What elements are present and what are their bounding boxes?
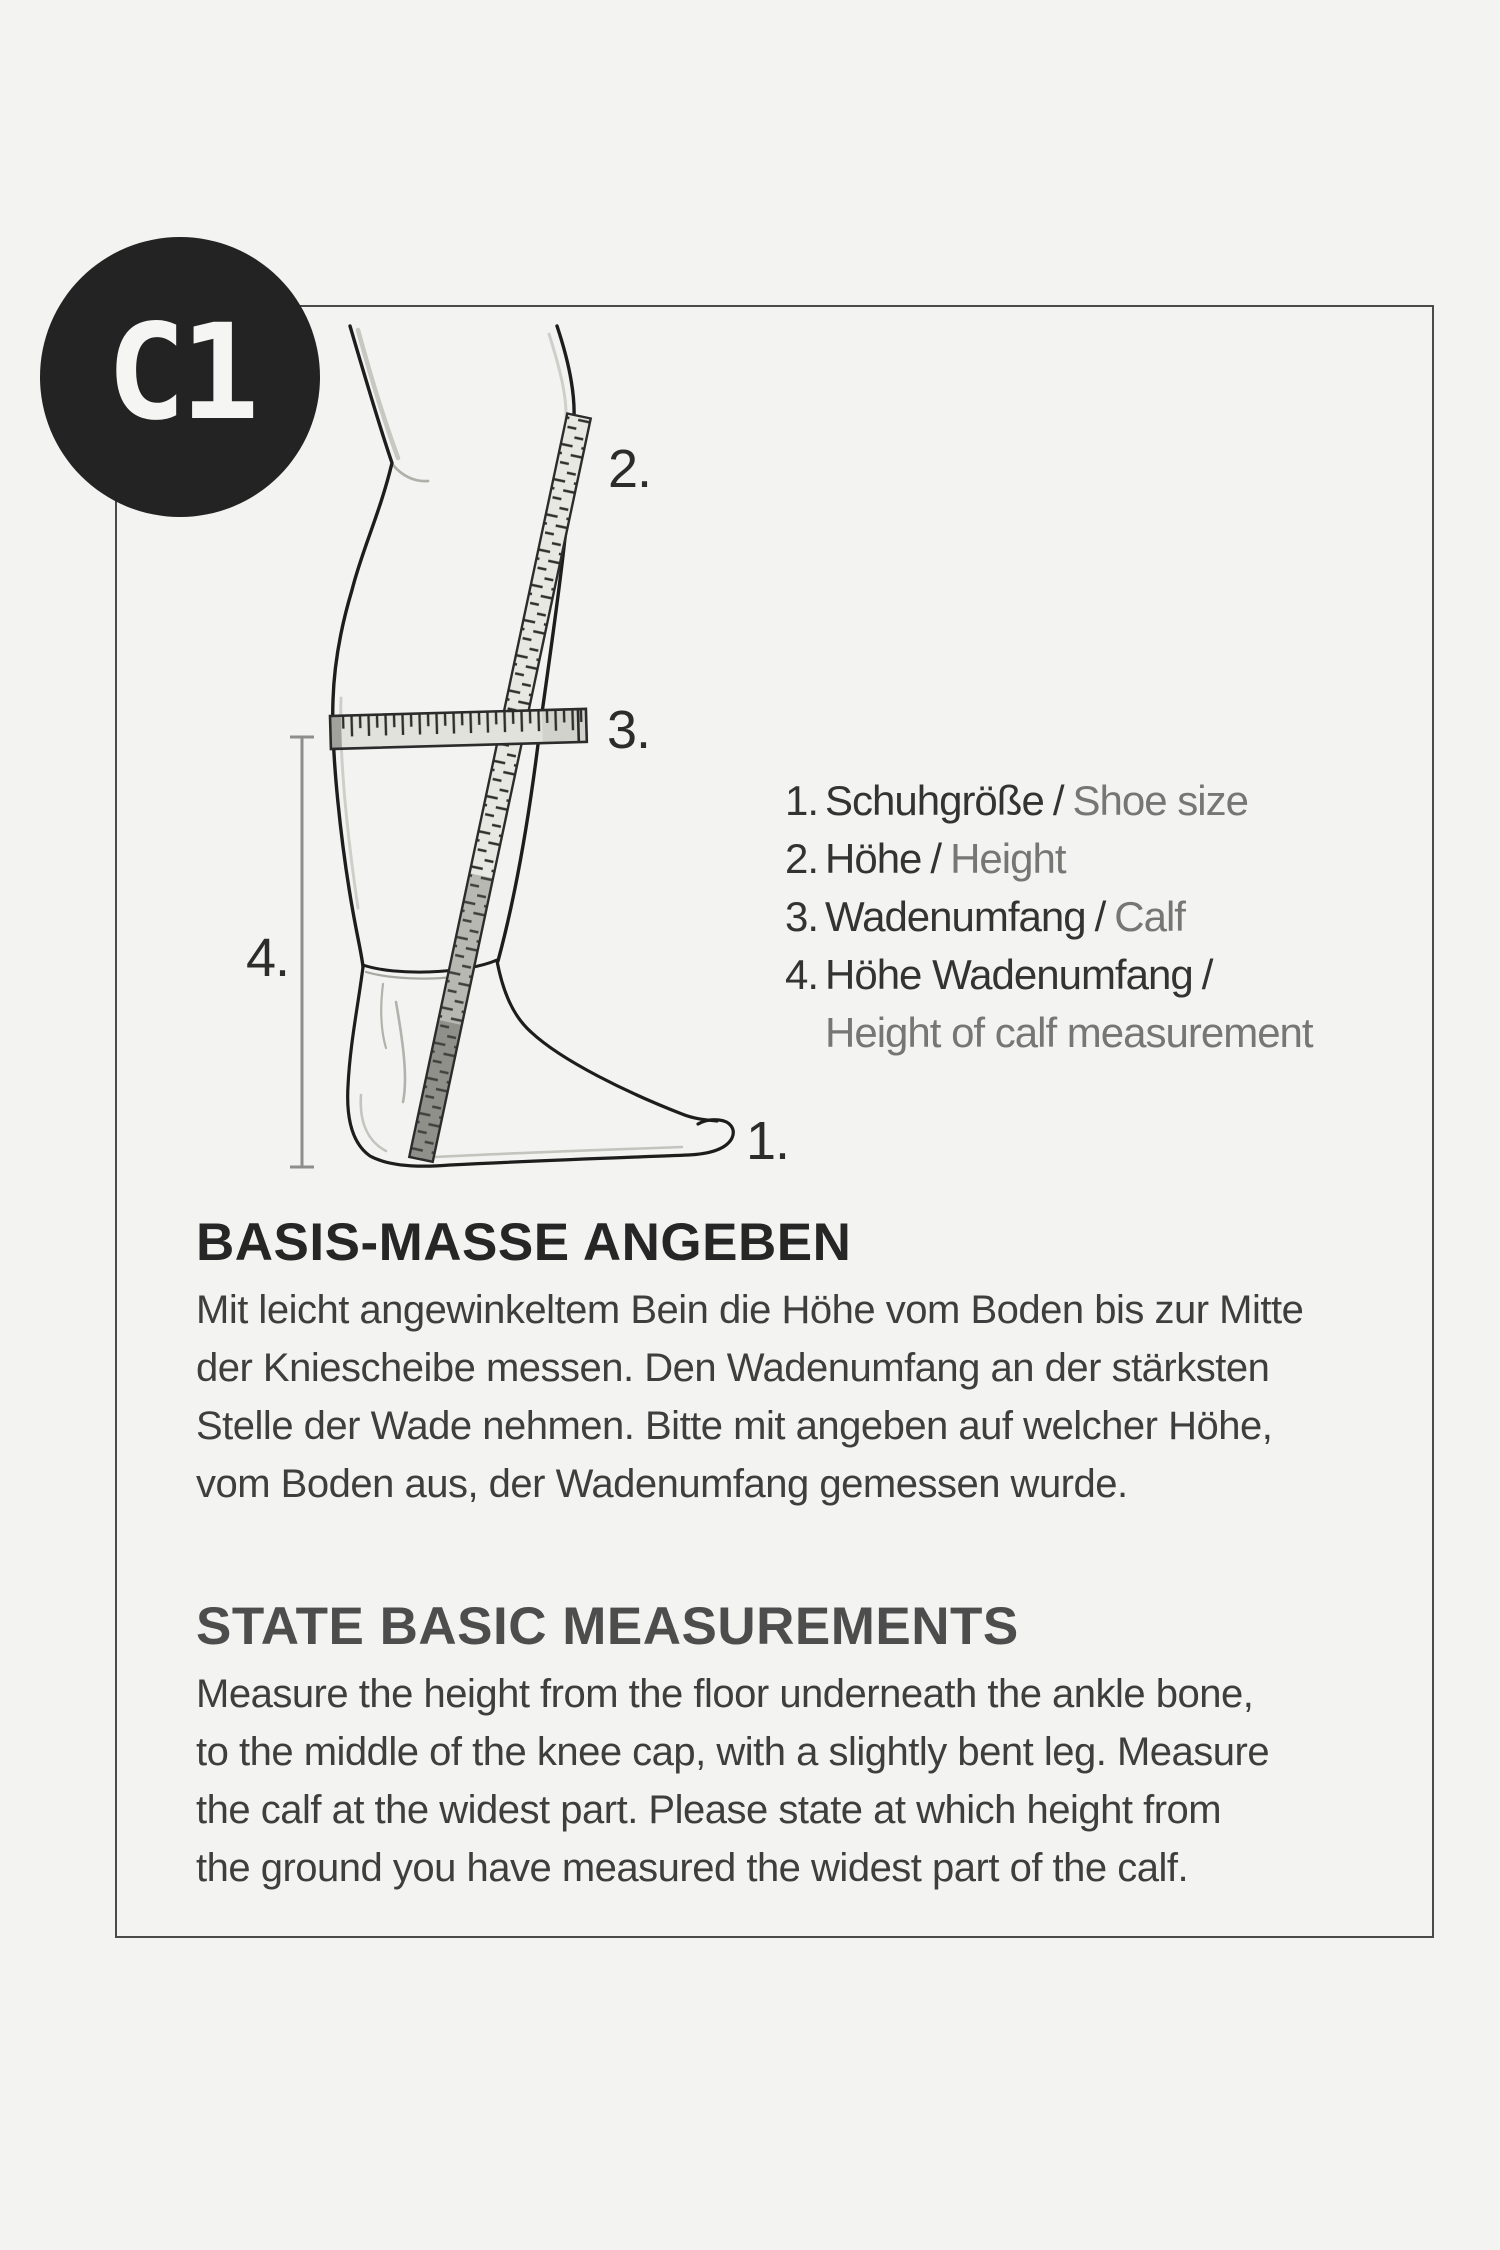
legend-item-calf-height-continuation — [825, 1004, 1313, 1062]
paragraph-de-line: Stelle der Wade nehmen. Bitte mit angeben auf welcher Höhe, — [196, 1404, 1273, 1448]
legend-item-calf-height — [785, 946, 1313, 1004]
leg-measurement-illustration — [230, 300, 930, 1200]
legend-label-en: Calf — [1114, 893, 1185, 940]
section-german — [196, 1213, 1406, 1513]
legend-item-height — [785, 830, 1313, 888]
legend-label-en: Height — [950, 835, 1066, 882]
legend-separator: / — [1052, 777, 1064, 824]
measuring-tape-diagonal — [409, 414, 590, 1162]
section-english — [196, 1597, 1406, 1897]
legend-label-de: Höhe — [825, 835, 922, 882]
legend-item-shoe-size — [785, 772, 1313, 830]
legend-separator: / — [1201, 951, 1213, 998]
legend-label-en: Shoe size — [1072, 777, 1248, 824]
paragraph-en-line: to the middle of the knee cap, with a slightly bent leg. Measure — [196, 1730, 1270, 1774]
paragraph-en-line: Measure the height from the floor underneath the ankle bone, — [196, 1672, 1254, 1716]
measurement-legend — [785, 772, 1313, 1062]
marker-3: 3. — [607, 700, 651, 760]
marker-1: 1. — [746, 1111, 790, 1171]
paragraph-en — [196, 1665, 1406, 1897]
paragraph-de-line: Mit leicht angewinkeltem Bein die Höhe vom Boden bis zur Mitte — [196, 1288, 1304, 1332]
legend-label-en: Height of calf measurement — [825, 1009, 1313, 1056]
marker-2: 2. — [608, 439, 652, 499]
height-measure-line — [290, 737, 314, 1167]
paragraph-de — [196, 1281, 1406, 1513]
legend-label-de: Höhe Wadenumfang — [825, 951, 1193, 998]
step-badge-label: C1 — [106, 296, 254, 450]
legend-label-de: Schuhgröße — [825, 777, 1044, 824]
legend-item-calf — [785, 888, 1313, 946]
legend-number: 1. — [785, 777, 819, 824]
foot-outline — [348, 960, 734, 1166]
paragraph-en-line: the calf at the widest part. Please state at which height from — [196, 1788, 1222, 1832]
legend-label-de: Wadenumfang — [825, 893, 1086, 940]
section-heading-en: STATE BASIC MEASUREMENTS — [196, 1597, 1019, 1656]
section-heading-de: BASIS-MASSE ANGEBEN — [196, 1213, 852, 1272]
legend-separator: / — [930, 835, 942, 882]
paragraph-en-line: the ground you have measured the widest part of the calf. — [196, 1846, 1189, 1890]
legend-number: 3. — [785, 893, 819, 940]
calf-tape-band — [330, 709, 587, 749]
paragraph-de-line: vom Boden aus, der Wadenumfang gemessen wurde. — [196, 1462, 1128, 1506]
paragraph-de-line: der Kniescheibe messen. Den Wadenumfang an der stärksten — [196, 1346, 1270, 1390]
marker-4: 4. — [246, 928, 290, 988]
legend-number: 2. — [785, 835, 819, 882]
legend-number: 4. — [785, 951, 819, 998]
legend-separator: / — [1094, 893, 1106, 940]
